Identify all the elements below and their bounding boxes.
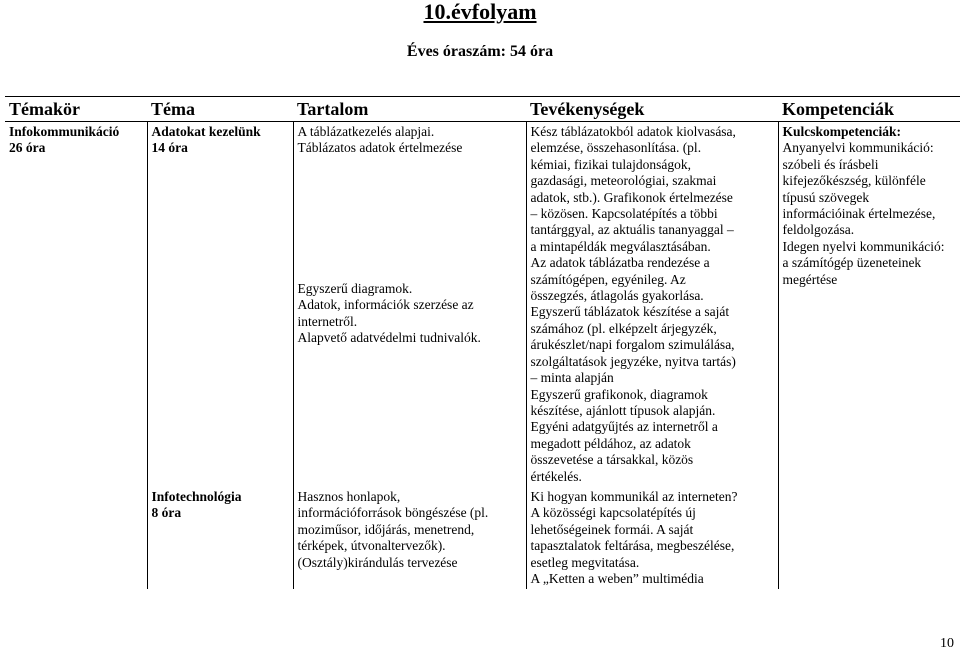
header-tevekenysegek: Tevékenységek	[526, 97, 778, 122]
kompetencia-line: információinak értelmezése,	[783, 206, 960, 222]
activity-line: Az adatok táblázatba rendezése a	[531, 255, 774, 271]
tema-name: Adatokat kezelünk	[152, 124, 289, 140]
activity-line: megadott példához, az adatok	[531, 436, 774, 452]
activity-line: a mintapéldák megválasztásában.	[531, 239, 774, 255]
page-number: 10	[940, 636, 954, 652]
curriculum-table	[5, 96, 960, 589]
header-tartalom: Tartalom	[293, 97, 526, 122]
tartalom-line: Alapvető adatvédelmi tudnivalók.	[298, 330, 522, 346]
activity-line: értékelés.	[531, 469, 774, 485]
tema-name: Infotechnológia	[152, 489, 289, 505]
activity-line: számítógépen, egyénileg. Az	[531, 272, 774, 288]
kompetencia-line: Anyanyelvi kommunikáció:	[783, 140, 960, 156]
tevekenysegek-cell	[526, 122, 778, 487]
tartalom-line: moziműsor, időjárás, menetrend,	[298, 522, 522, 538]
activity-line: árukészlet/napi forgalom szimulálása,	[531, 337, 774, 353]
activity-line: Kész táblázatokból adatok kiolvasása,	[531, 124, 774, 140]
activity-line: szolgáltatások jegyzéke, nyitva tartás)	[531, 354, 774, 370]
header-kompetenciak: Kompetenciák	[778, 97, 960, 122]
kompetencia-line: szóbeli és írásbeli	[783, 157, 960, 173]
kompetencia-line: Idegen nyelvi kommunikáció:	[783, 239, 960, 255]
tartalom-line: Táblázatos adatok értelmezése	[298, 140, 522, 156]
activity-line: A „Ketten a weben” multimédia	[531, 571, 774, 587]
activity-line: összevetése a társakkal, közös	[531, 452, 774, 468]
tema-cell	[147, 487, 293, 589]
kompetencia-line: feldolgozása.	[783, 222, 960, 238]
kompetencia-line: típusú szövegek	[783, 190, 960, 206]
activity-line: – közösen. Kapcsolatépítés a többi	[531, 206, 774, 222]
activity-line: – minta alapján	[531, 370, 774, 386]
activity-line: tapasztalatok feltárása, megbeszélése,	[531, 538, 774, 554]
kompetencia-line: a számítógép üzeneteinek	[783, 255, 960, 271]
table-row	[5, 122, 960, 487]
tevekenysegek-cell	[526, 487, 778, 589]
tartalom-line: térképek, útvonaltervezők).	[298, 538, 522, 554]
temakor-name: Infokommunikáció	[9, 124, 143, 140]
activity-line: adatok, stb.). Grafikonok értelmezése	[531, 190, 774, 206]
activity-line: Ki hogyan kommunikál az interneten?	[531, 489, 774, 505]
activity-line: összegzés, átlagolás gyakorlása.	[531, 288, 774, 304]
tartalom-line: A táblázatkezelés alapjai.	[298, 124, 522, 140]
kompetenciak-cell	[778, 122, 960, 590]
tartalom-line: információforrások böngészése (pl.	[298, 505, 522, 521]
tartalom-line: Egyszerű diagramok.	[298, 281, 522, 297]
table-header-row	[5, 97, 960, 122]
activity-line: kémiai, fizikai tulajdonságok,	[531, 157, 774, 173]
activity-line: Egyszerű grafikonok, diagramok	[531, 387, 774, 403]
tartalom-line: (Osztály)kirándulás tervezése	[298, 555, 522, 571]
activity-line: A közösségi kapcsolatépítés új	[531, 505, 774, 521]
annual-hours: Éves óraszám: 54 óra	[0, 42, 960, 62]
activity-line: lehetőségeinek formái. A saját	[531, 522, 774, 538]
activity-line: számához (pl. elképzelt árjegyzék,	[531, 321, 774, 337]
header-temakor: Témakör	[5, 97, 147, 122]
activity-line: Egyszerű táblázatok készítése a saját	[531, 304, 774, 320]
temakor-cell	[5, 122, 147, 590]
tema-hours: 8 óra	[152, 505, 289, 521]
spacer	[298, 157, 522, 281]
activity-line: tantárggyal, az aktuális tananyaggal –	[531, 222, 774, 238]
activity-line: esetleg megvitatása.	[531, 555, 774, 571]
tartalom-line: Hasznos honlapok,	[298, 489, 522, 505]
tartalom-cell	[293, 122, 526, 487]
tema-hours: 14 óra	[152, 140, 289, 156]
activity-line: elemzése, összehasonlítása. (pl.	[531, 140, 774, 156]
tartalom-cell	[293, 487, 526, 589]
tartalom-line: Adatok, információk szerzése az	[298, 297, 522, 313]
kompetenciak-title: Kulcskompetenciák:	[783, 124, 960, 140]
tema-cell	[147, 122, 293, 487]
activity-line: gazdasági, meteorológiai, szakmai	[531, 173, 774, 189]
activity-line: Egyéni adatgyűjtés az internetről a	[531, 419, 774, 435]
activity-line: készítése, ajánlott típusok alapján.	[531, 403, 774, 419]
tartalom-line: internetről.	[298, 314, 522, 330]
kompetencia-line: megértése	[783, 272, 960, 288]
temakor-hours: 26 óra	[9, 140, 143, 156]
kompetencia-line: kifejezőkészség, különféle	[783, 173, 960, 189]
page-title: 10.évfolyam	[0, 0, 960, 24]
header-tema: Téma	[147, 97, 293, 122]
